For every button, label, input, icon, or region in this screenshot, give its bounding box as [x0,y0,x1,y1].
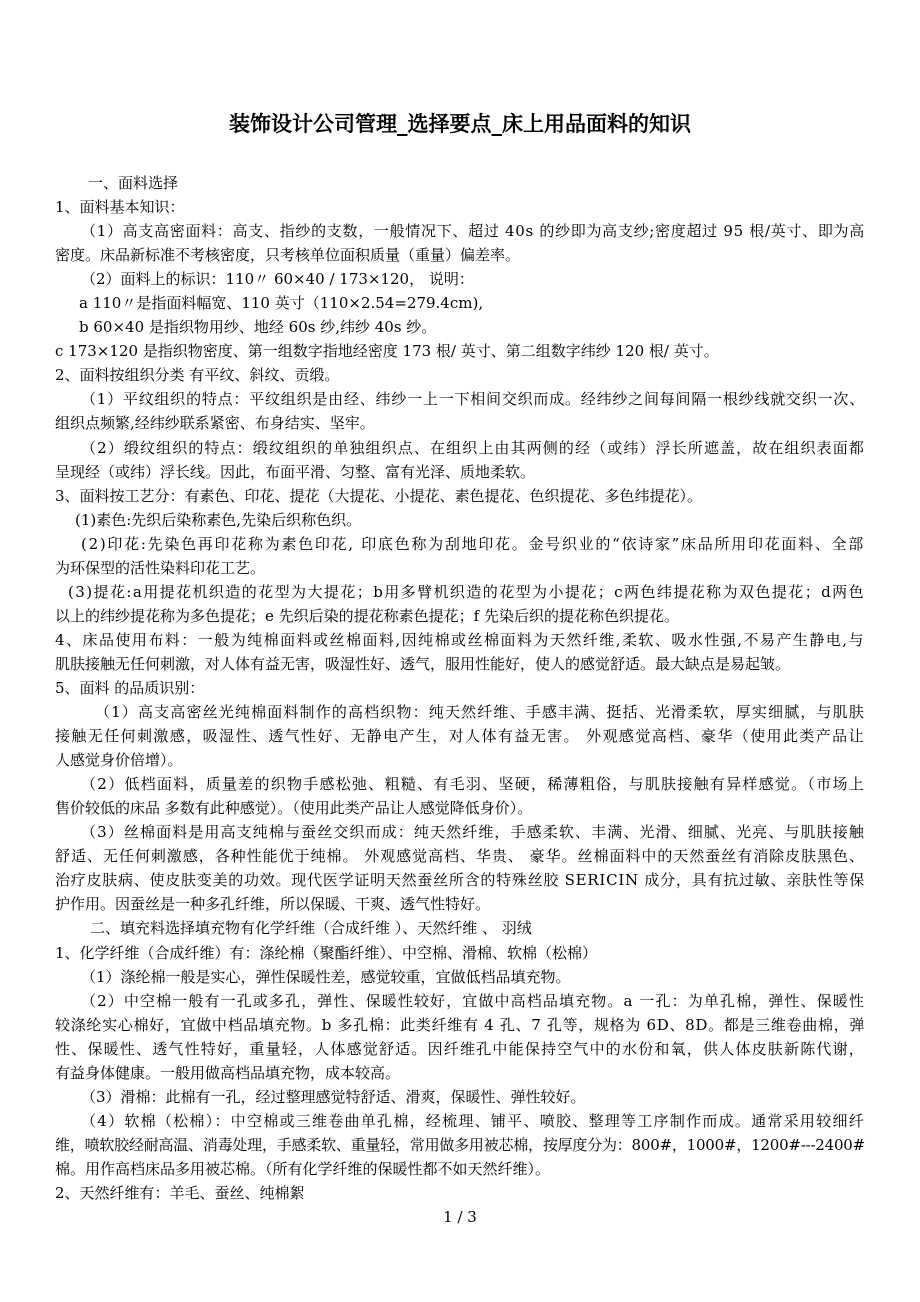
text-line: 以上的纬纱提花称为多色提花；e 先织后染的提花称素色提花；f 先染后织的提花称色织提花。 [55,606,679,625]
text-line: 肌肤接触无任何刺激，对人体有益无害，吸湿性好、透气，服用性能好，使人的感觉舒适。最大缺点是易起皱。 [55,654,791,673]
text-line: 4、床品使用布料：一般为纯棉面料或丝棉面料,因纯棉或丝棉面料为天然纤维,柔软、吸水性强,不易产生静电,与 [55,630,866,649]
text-line: （1）涤纶棉一般是实心，弹性保暖性差，感觉较重，宜做低档品填充物。 [81,967,571,986]
text-line: 2、面料按组织分类 有平纹、斜纹、贡缎。 [55,366,340,385]
document-body [55,171,865,1205]
text-line: （2）中空棉一般有一孔或多孔，弹性、保暖性较好，宜做中高档品填充物。a 一孔：为单孔棉，弹性、保暖性 [81,991,866,1010]
page-number: 1 / 3 [443,1208,477,1226]
text-line: 舒适、无任何刺激感，各种性能优于纯棉。 外观感觉高档、华贵、 豪华。丝棉面料中的天然蚕丝有消除皮肤黑色、 [55,847,865,866]
text-line: 1、化学纤维（合成纤维）有：涤纶棉（聚酯纤维）、中空棉、滑棉、软棉（松棉） [55,943,598,962]
text-line: (2)印花:先染色再印花称为素色印花, 印底色称为刮地印花。金号织业的“依诗家”床品所用印花面料、全部 [81,534,866,553]
text-line: 较涤纶实心棉好，宜做中档品填充物。b 多孔棉：此类纤维有 4 孔、7 孔等，规格为 6D、8D。都是三维卷曲棉，弹 [55,1015,866,1034]
text-line: 有益身体健康。一般用做高档品填充物，成本较高。 [55,1063,401,1082]
text-line: （2）低档面料，质量差的织物手感松弛、粗糙、有毛羽、坚硬，稀薄粗俗，与肌肤接触有异样感觉。（市场上 [81,775,865,794]
text-line: 人感觉身价倍增）。 [55,751,183,770]
text-line: c 173×120 是指织物密度、第一组数字指地经密度 173 根/ 英寸、第二组数字纬纱 120 根/ 英寸。 [55,342,719,361]
text-line: 二、填充料选择填充物有化学纤维（合成纤维 ）、天然纤维 、 羽绒 [90,919,532,938]
text-line: （2）缎纹组织的特点：缎纹组织的单独组织点、在组织上由其两侧的经（或纬）浮长所遮盖，故在组织表面都 [81,438,865,457]
text-line: 呈现经（或纬）浮长线。因此，布面平滑、匀整、富有光泽、质地柔软。 [55,462,536,481]
text-line: （2）面料上的标识：110〃 60×40 / 173×120， 说明： [81,270,474,289]
text-line: （1）高支高密面料：高支、指纱的支数，一般情况下、超过 40s 的纱即为高支纱;密度超过 95 根/英寸、即为高 [81,222,865,241]
text-line: 棉。用作高档床品多用被芯棉。（所有化学纤维的保暖性都不如天然纤维）。 [55,1159,551,1178]
text-line: (1)素色:先织后染称素色,先染后织称色织。 [75,510,362,529]
text-line: 5、面料 的品质识别： [55,678,205,697]
text-line: 密度。床品新标准不考核密度，只考核单位面积质量（重量）偏差率。 [55,246,521,265]
text-line: 2、天然纤维有：羊毛、蚕丝、纯棉絮 [55,1183,305,1202]
text-line: 护作用。因蚕丝是一种多孔纤维，所以保暖、干爽、透气性特好。 [55,895,491,914]
text-line: 组织点频繁,经纬纱联系紧密、布身结实、坚牢。 [55,414,375,433]
text-line: 为环保型的活性染料印花工艺。 [55,558,266,577]
text-line: 售价较低的床品 多数有此种感觉）。（使用此类产品让人感觉降低身价）。 [55,799,533,818]
text-line: 3、面料按工艺分：有素色、印花、提花（大提花、小提花、素色提花、色织提花、多色纬提花）。 [55,486,703,505]
document-title: 装饰设计公司管理_选择要点_床上用品面料的知识 [229,112,691,136]
text-line: 1、面料基本知识： [55,198,185,217]
text-line: （3）滑棉：此棉有一孔，经过整理感觉特舒适、滑爽，保暖性、弹性较好。 [81,1087,586,1106]
text-line: （3）丝棉面料是用高支纯棉与蚕丝交织而成：纯天然纤维，手感柔软、丰满、光滑、细腻、光亮、与肌肤接触 [81,823,865,842]
text-line: a 110〃是指面料幅宽、110 英寸（110×2.54=279.4cm), [79,294,484,313]
text-line: 一、面料选择 [88,174,179,192]
text-line: 接触无任何刺激感，吸湿性、透气性好、无静电产生，对人体有益无害。 外观感觉高档、豪华（使用此类产品让 [55,727,865,746]
text-line: （1）高支高密丝光纯棉面料制作的高档织物：纯天然纤维、手感丰满、挺括、光滑柔软，厚实细腻，与肌肤 [95,703,865,722]
text-line: （4）软棉（松棉）：中空棉或三维卷曲单孔棉，经梳理、铺平、喷胶、整理等工序制作而成。通常采用较细纤 [81,1111,865,1130]
text-line: b 60×40 是指织物用纱、地经 60s 纱,纬纱 40s 纱。 [79,318,437,337]
text-line: 治疗皮肤病、使皮肤变美的功效。现代医学证明天然蚕丝所含的特殊丝胶 SERICIN 成分，具有抗过敏、亲肤性等保 [55,871,865,890]
text-line: 性、保暖性、透气性特好，重量轻，人体感觉舒适。因纤维孔中能保持空气中的水份和氧，供人体皮肤新陈代谢， [55,1039,866,1058]
text-line: 维，喷软胶经耐高温、消毒处理，手感柔软、重量轻，常用做多用被芯棉，按厚度分为：800#，1000#，1200#---2400# [55,1135,865,1154]
text-line: （1）平纹组织的特点：平纹组织是由经、纬纱一上一下相间交织而成。经纬纱之间每间隔一根纱线就交织一次、 [81,390,865,409]
text-line: (3)提花:a用提花机织造的花型为大提花；b用多臂机织造的花型为小提花；c两色纬提花称为双色提花；d两色 [68,582,866,601]
